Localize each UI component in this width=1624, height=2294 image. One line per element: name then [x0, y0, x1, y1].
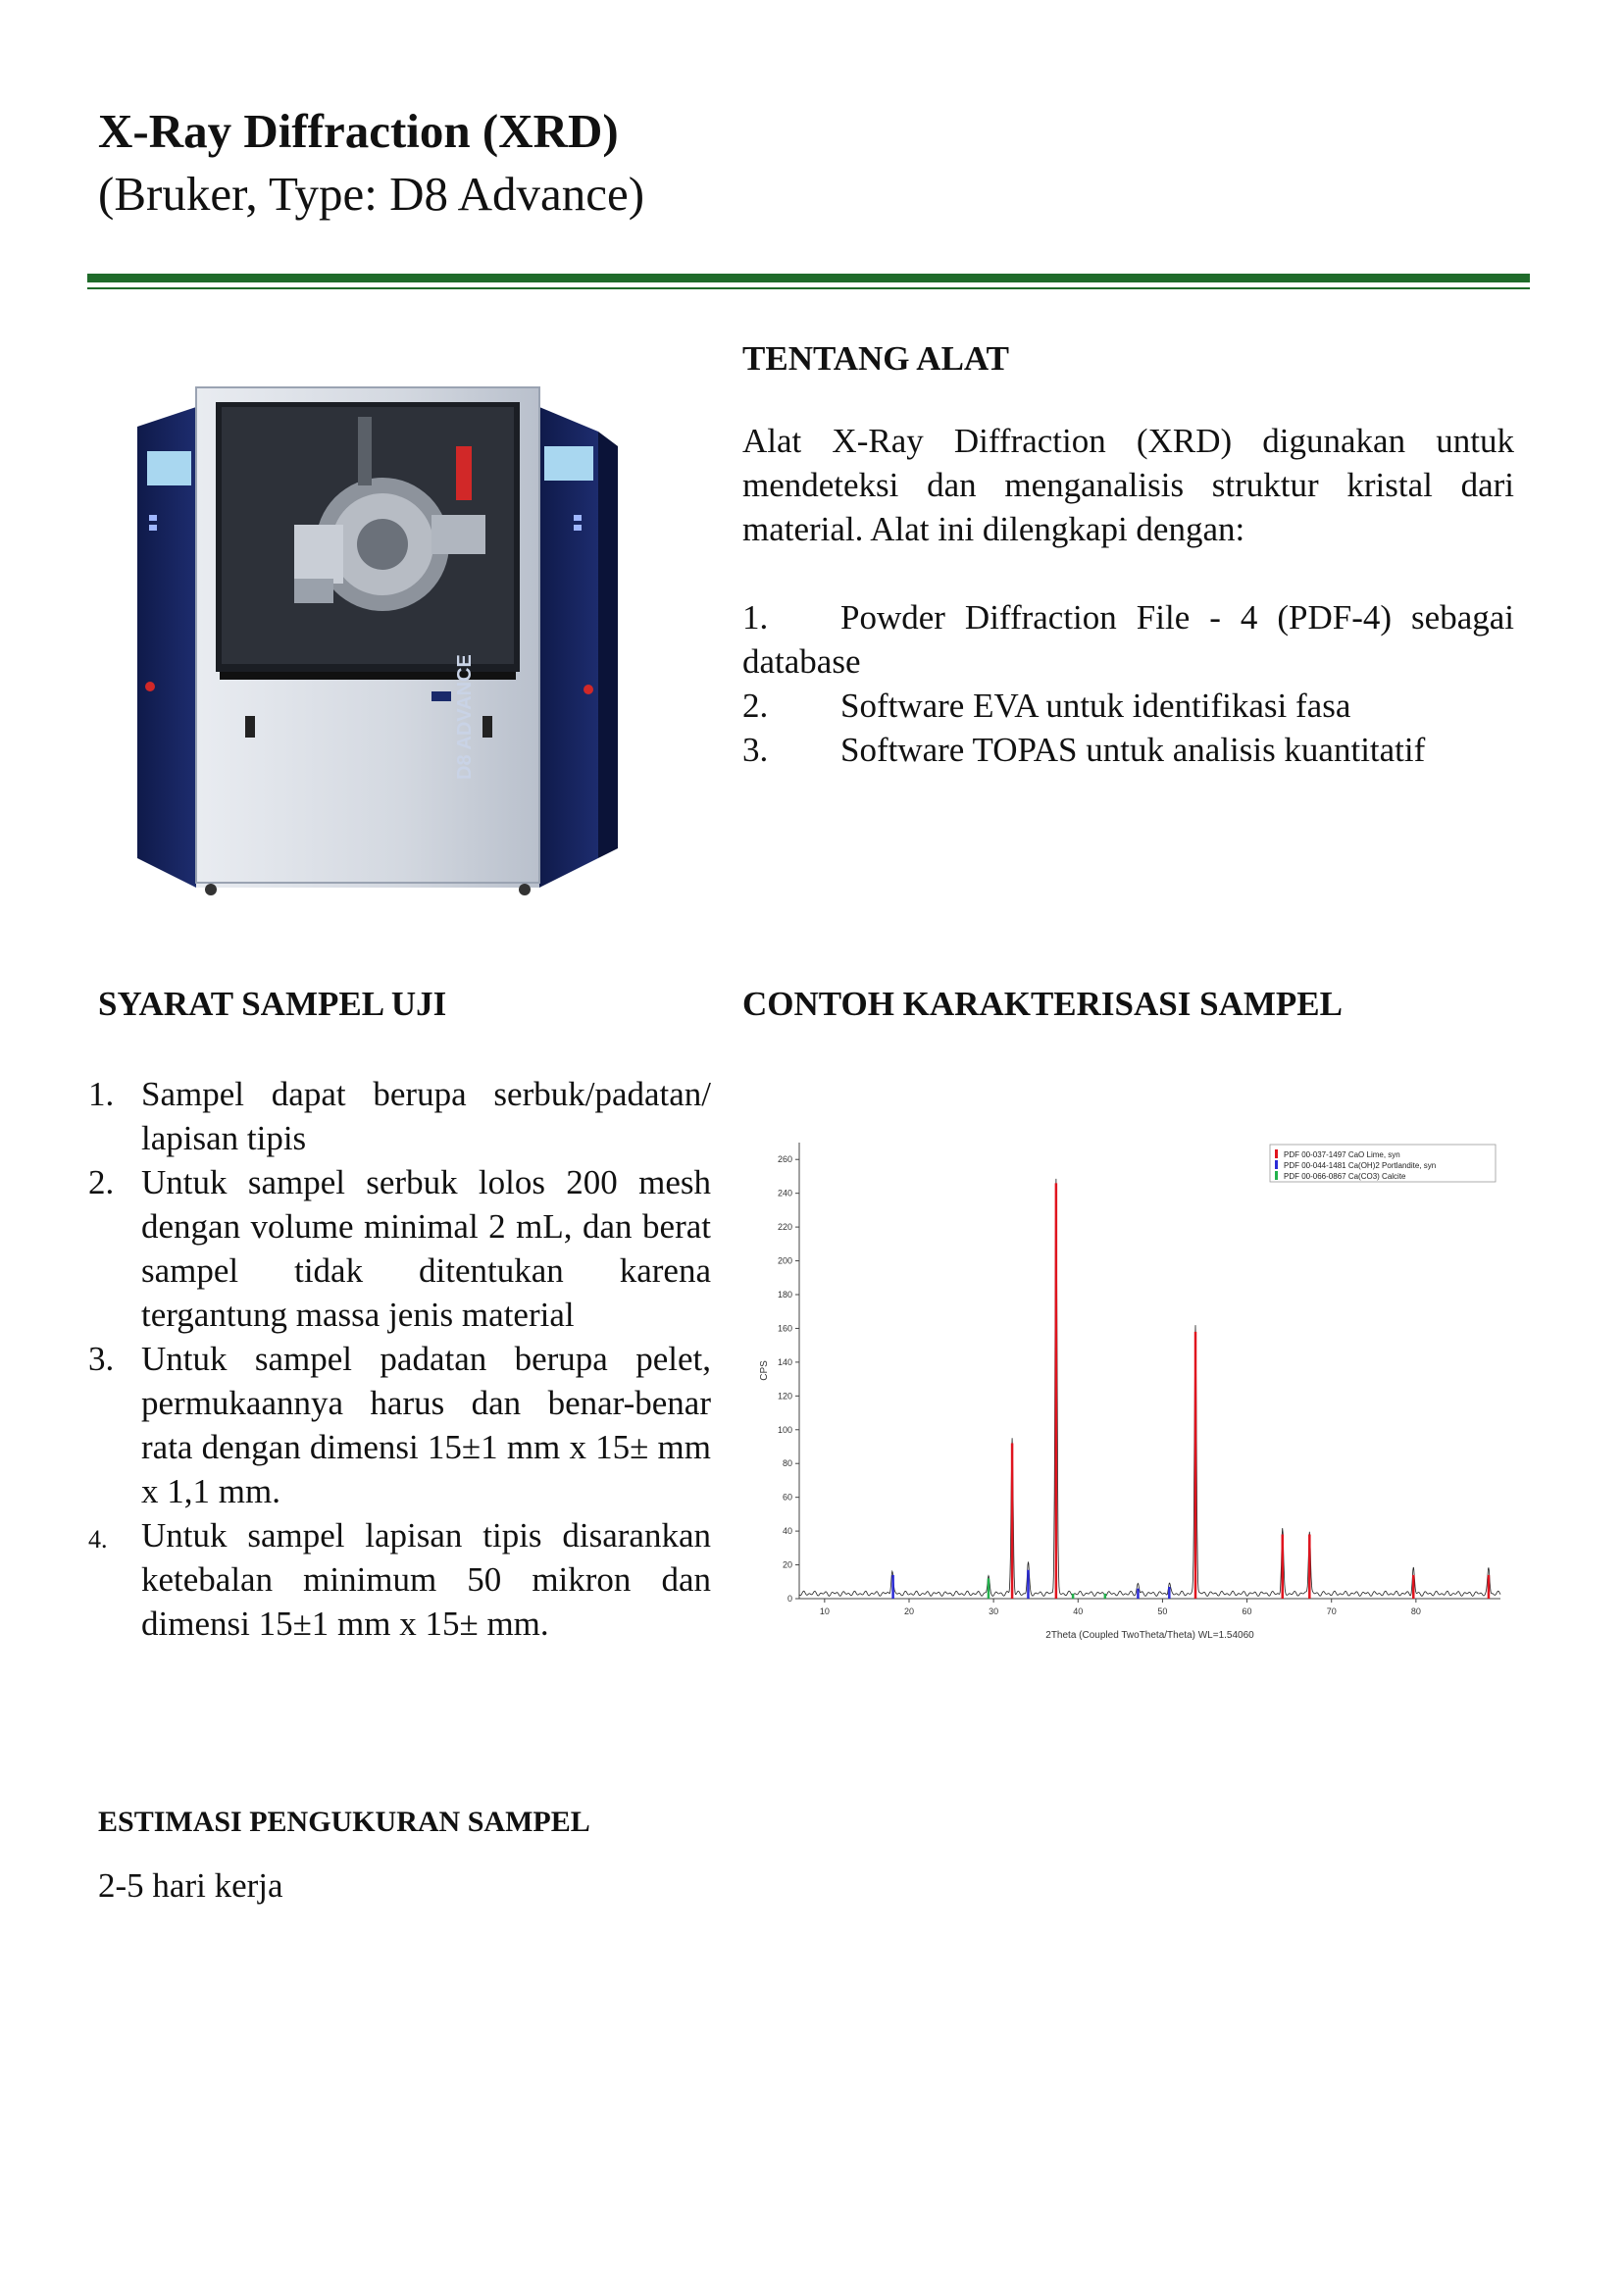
x-tick-label: 50 [1157, 1606, 1168, 1616]
xrd-pattern-chart [755, 1133, 1510, 1653]
x-tick-label: 10 [819, 1606, 830, 1616]
y-tick-label: 120 [777, 1391, 792, 1402]
instrument-label: D8 ADVANCE [454, 654, 476, 780]
legend-entry: PDF 00-037-1497 CaO Lime, syn [1284, 1150, 1400, 1159]
x-tick-label: 30 [989, 1606, 999, 1616]
y-tick-label: 240 [777, 1188, 792, 1198]
y-tick-label: 200 [777, 1255, 792, 1266]
legend-entry: PDF 00-044-1481 Ca(OH)2 Portlandite, syn [1284, 1161, 1437, 1170]
y-tick-label: 100 [777, 1424, 792, 1435]
y-tick-label: 140 [777, 1356, 792, 1367]
page-subtitle: (Bruker, Type: D8 Advance) [98, 167, 645, 221]
y-tick-label: 80 [782, 1458, 792, 1469]
example-heading: CONTOH KARAKTERISASI SAMPEL [742, 985, 1343, 1023]
estimate-heading: ESTIMASI PENGUKURAN SAMPEL [98, 1806, 590, 1838]
measured-pattern-line [799, 1179, 1500, 1597]
y-tick-label: 60 [782, 1492, 792, 1503]
estimate-value: 2-5 hari kerja [98, 1866, 283, 1905]
requirements-list [88, 1072, 711, 1646]
list-item: 2. Untuk sampel serbuk lolos 200 mesh dengan volume minimal 2 mL, dan berat sampel tidak ditentukan karena tergantung massa jenis material [88, 1163, 711, 1334]
y-tick-label: 260 [777, 1154, 792, 1165]
y-tick-label: 20 [782, 1559, 792, 1570]
about-paragraph: Alat X-Ray Diffraction (XRD) digunakan untuk mendeteksi dan menganalisis struktur kristal dari material. Alat ini dilengkapi dengan: [742, 422, 1514, 548]
header-rule-thin [87, 287, 1530, 289]
list-item: 2. Software EVA untuk identifikasi fasa [742, 687, 1351, 725]
list-item: 1. Powder Diffraction File - 4 (PDF-4) sebagai database [742, 598, 1514, 681]
y-tick-label: 0 [787, 1594, 792, 1604]
x-tick-label: 80 [1410, 1606, 1421, 1616]
x-tick-label: 40 [1073, 1606, 1084, 1616]
about-feature-list [742, 595, 1514, 772]
header-rule-thick [87, 274, 1530, 282]
y-tick-label: 220 [777, 1222, 792, 1233]
legend-entry: PDF 00-066-0867 Ca(CO3) Calcite [1284, 1172, 1406, 1181]
y-tick-label: 40 [782, 1526, 792, 1537]
x-tick-label: 60 [1242, 1606, 1252, 1616]
x-axis-label: 2Theta (Coupled TwoTheta/Theta) WL=1.54060 [1045, 1630, 1254, 1641]
y-tick-label: 160 [777, 1323, 792, 1334]
list-item: 4. Untuk sampel lapisan tipis disarankan ketebalan minimum 50 mikron dan dimensi 15±1 mm x 15± mm. [88, 1516, 711, 1643]
d8-advance-instrument-image [137, 378, 637, 902]
list-item: 1. Sampel dapat berupa serbuk/padatan/ lapisan tipis [88, 1075, 711, 1157]
y-tick-label: 180 [777, 1290, 792, 1300]
x-tick-label: 70 [1326, 1606, 1337, 1616]
y-axis-label: CPS [759, 1360, 770, 1381]
x-tick-label: 20 [903, 1606, 914, 1616]
about-heading: TENTANG ALAT [742, 339, 1009, 378]
legend-swatch [1275, 1171, 1278, 1180]
list-item: 3. Software TOPAS untuk analisis kuantitatif [742, 731, 1426, 769]
legend-swatch [1275, 1149, 1278, 1158]
page-title: X-Ray Diffraction (XRD) [98, 104, 619, 158]
legend-swatch [1275, 1160, 1278, 1169]
list-item: 3. Untuk sampel padatan berupa pelet, permukaannya harus dan benar-benar rata dengan dimensi 15±1 mm x 15± mm x 1,1 mm. [88, 1340, 711, 1510]
requirements-heading: SYARAT SAMPEL UJI [98, 985, 447, 1023]
